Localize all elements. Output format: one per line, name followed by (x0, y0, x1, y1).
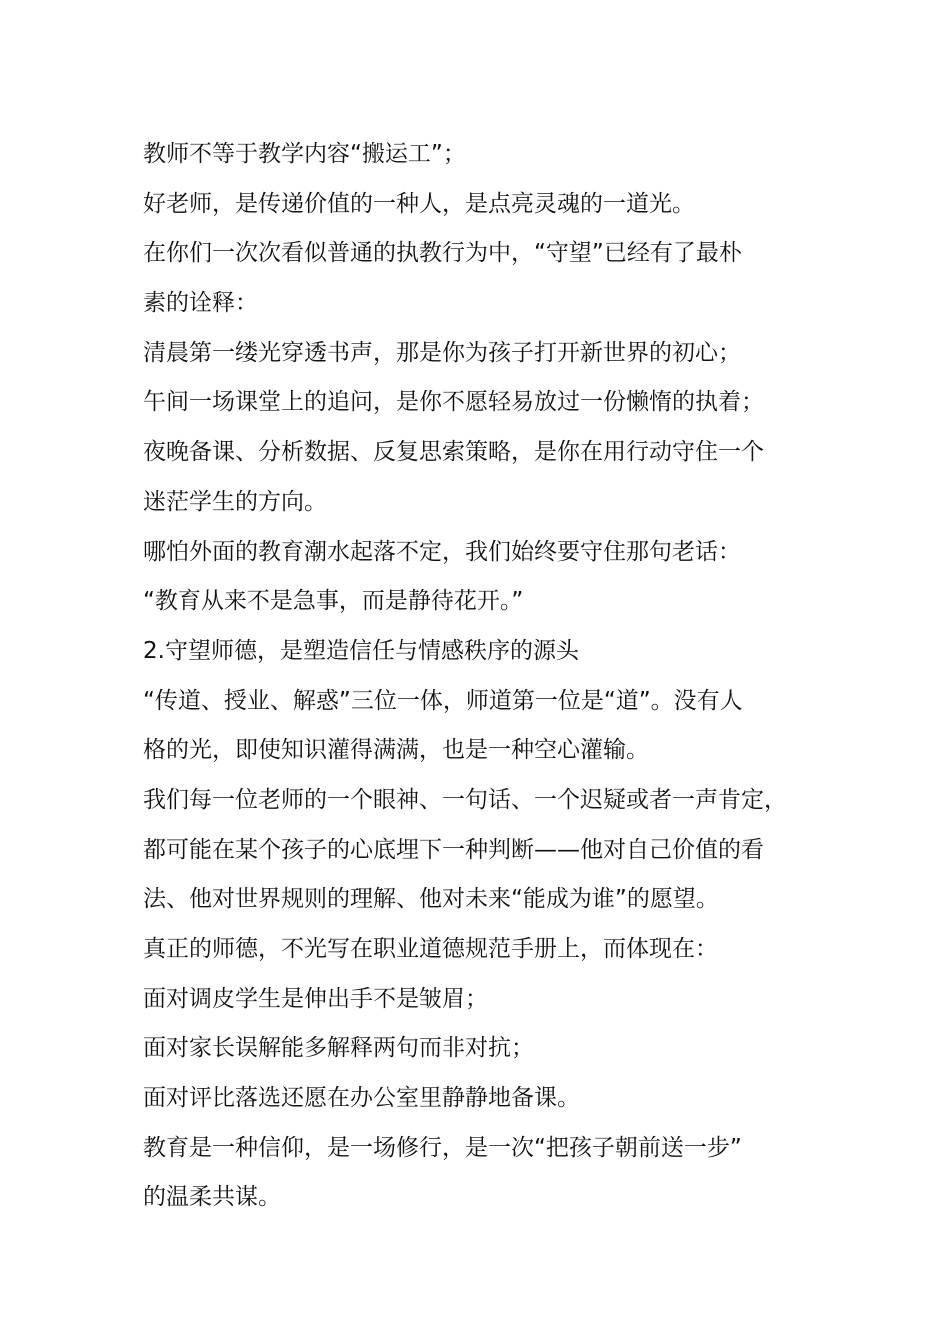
text-line: 好老师，是传递价值的一种人，是点亮灵魂的一道光。 (143, 190, 695, 217)
section-heading: 2.守望师德，是塑造信任与情感秩序的源头 (143, 637, 579, 664)
text-line: 真正的师德，不光写在职业道德规范手册上，而体现在： (143, 936, 718, 962)
quote-line: “教育从来不是急事，而是静待花开。” (143, 588, 524, 615)
text-line: 教育是一种信仰，是一场修行，是一次“把孩子朝前送一步” (143, 1134, 742, 1161)
text-line: 哪怕外面的教育潮水起落不定，我们始终要守住那句老话： (143, 538, 741, 565)
text-line: “传道、授业、解惑”三位一体，师道第一位是“道”。没有人 (143, 687, 743, 714)
document-body (143, 130, 843, 1223)
text-line: 的温柔共谋。 (143, 1184, 281, 1211)
text-line: 面对家长误解能多解释两句而非对抗； (143, 1035, 534, 1062)
text-line: 我们每一位老师的一个眼神、一句话、一个迟疑或者一声肯定， (143, 786, 787, 813)
text-line: 格的光，即使知识灌得满满，也是一种空心灌输。 (143, 737, 649, 764)
text-line: 夜晚备课、分析数据、反复思索策略，是你在用行动守住一个 (143, 439, 764, 466)
text-line: 素的诠释： (143, 290, 258, 317)
text-line: 面对评比落选还愿在办公室里静静地备课。 (143, 1085, 580, 1112)
text-line: 在你们一次次看似普通的执教行为中，“守望”已经有了最朴 (143, 240, 742, 267)
text-line: 法、他对世界规则的理解、他对未来“能成为谁”的愿望。 (143, 886, 719, 913)
text-line: 清晨第一缕光穿透书声，那是你为孩子打开新世界的初心； (143, 339, 741, 366)
text-line: 午间一场课堂上的追问，是你不愿轻易放过一份懒惰的执着； (143, 389, 764, 416)
text-line: 教师不等于教学内容“搬运工”； (143, 141, 466, 167)
text-line: 迷茫学生的方向。 (143, 488, 327, 515)
text-line: 都可能在某个孩子的心底埋下一种判断——他对自己价值的看 (143, 836, 764, 863)
text-line: 面对调皮学生是伸出手不是皱眉； (143, 985, 488, 1012)
